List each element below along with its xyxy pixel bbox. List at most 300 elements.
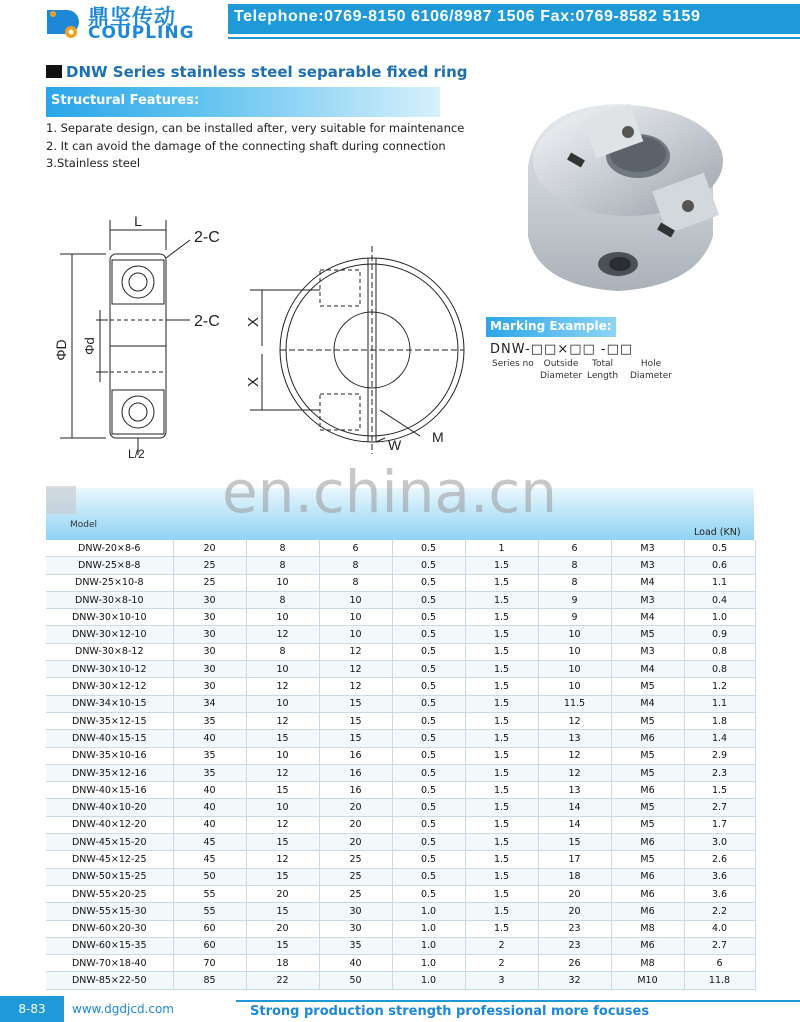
table-cell: 0.5 [392,764,465,781]
table-cell: 10 [246,799,319,816]
table-cell: 1.5 [465,730,538,747]
table-cell: 1.5 [465,799,538,816]
table-cell: 1.5 [465,591,538,608]
table-cell: 30 [319,903,392,920]
footer-slogan: Strong production strength professional more focuses [250,1004,650,1019]
table-cell: 30 [173,626,246,643]
table-cell: 11.8 [684,972,755,989]
table-cell: 10 [246,609,319,626]
table-cell: 1.0 [392,903,465,920]
table-cell: 34 [173,695,246,712]
table-cell: 17 [538,851,611,868]
table-cell: 30 [173,678,246,695]
table-cell: M5 [611,816,684,833]
page-title [46,63,468,81]
table-cell: 1.5 [465,747,538,764]
table-cell: 0.8 [684,661,755,678]
model-cell: DNW-25×10-8 [46,574,173,591]
model-cell: DNW-40×15-15 [46,730,173,747]
table-cell: 10 [538,626,611,643]
table-cell: 1.0 [392,920,465,937]
table-cell: 0.5 [392,557,465,574]
marking-outside-line2: Diameter [540,371,583,381]
table-cell: 15 [246,868,319,885]
table-cell: 20 [246,885,319,902]
table-cell: 50 [319,972,392,989]
table-cell: 0.4 [684,591,755,608]
table-cell: 4.0 [684,920,755,937]
table-cell: 8 [538,557,611,574]
table-cell: 10 [246,574,319,591]
table-cell: 6 [319,540,392,557]
table-cell: 50 [173,868,246,885]
table-cell: 40 [319,955,392,972]
technical-drawing [40,210,480,460]
table-cell: 0.5 [392,730,465,747]
header-divider [228,37,800,39]
watermark-blur [46,486,76,514]
table-cell: 13 [538,782,611,799]
table-row [46,955,755,972]
table-cell: 2 [465,955,538,972]
dim-half-L: L/2 [128,447,145,460]
table-cell: 0.5 [392,661,465,678]
table-cell: 32 [538,972,611,989]
table-cell: 12 [246,816,319,833]
table-cell: 40 [173,816,246,833]
table-row [46,868,755,885]
model-cell: DNW-35×10-16 [46,747,173,764]
table-cell: 12 [319,643,392,660]
model-cell: DNW-30×10-12 [46,661,173,678]
page-number: 8-83 [0,996,64,1022]
table-cell: 1.5 [465,764,538,781]
model-cell: DNW-34×10-15 [46,695,173,712]
table-cell: 20 [246,920,319,937]
table-cell: 3.6 [684,885,755,902]
table-row [46,643,755,660]
table-cell: 8 [246,557,319,574]
table-cell: 15 [319,730,392,747]
model-cell: DNW-30×12-12 [46,678,173,695]
dim-L: L [134,213,142,229]
logo-english-text: COUPLING [88,23,195,43]
title-square-icon [46,65,62,78]
table-cell: M8 [611,955,684,972]
table-cell: 30 [319,920,392,937]
table-cell: 0.5 [392,747,465,764]
table-cell: 25 [319,851,392,868]
model-cell: DNW-30×10-10 [46,609,173,626]
model-cell: DNW-55×20-25 [46,885,173,902]
table-cell: 1.5 [465,885,538,902]
product-photo [508,86,738,296]
table-cell: 1 [465,540,538,557]
table-cell: 20 [538,885,611,902]
table-cell: 1.2 [684,678,755,695]
table-cell: 0.5 [392,609,465,626]
table-cell: 3.0 [684,834,755,851]
table-cell: 8 [319,574,392,591]
marking-hole-line2: Diameter [630,371,673,381]
marking-hole-diameter [630,358,672,382]
table-cell: 10 [538,643,611,660]
dim-X-upper: X [245,316,262,328]
table-cell: M10 [611,972,684,989]
table-cell: 1.5 [465,868,538,885]
table-cell: 12 [538,747,611,764]
table-cell: 30 [173,591,246,608]
table-cell: 1.1 [684,695,755,712]
table-cell: 1.5 [465,643,538,660]
table-cell: 35 [319,937,392,954]
table-cell: 15 [319,712,392,729]
table-cell: 0.5 [392,643,465,660]
model-cell: DNW-60×15-35 [46,937,173,954]
table-cell: 0.5 [392,540,465,557]
dim-phi-D: ΦD [53,339,69,361]
feature-item: 1. Separate design, can be installed after, very suitable for maintenance [46,121,465,135]
table-cell: 30 [173,609,246,626]
table-cell: 20 [173,540,246,557]
table-cell: 1.5 [684,782,755,799]
table-cell: 16 [319,747,392,764]
table-row [46,574,755,591]
table-cell: 15 [246,937,319,954]
table-cell: 1.0 [392,937,465,954]
table-row [46,851,755,868]
table-cell: 0.5 [392,851,465,868]
table-cell: 85 [173,972,246,989]
table-cell: M5 [611,712,684,729]
page-header [0,0,800,46]
table-cell: 12 [319,678,392,695]
model-cell: DNW-50×15-25 [46,868,173,885]
table-cell: 12 [246,764,319,781]
table-cell: 0.5 [392,885,465,902]
table-row [46,626,755,643]
table-cell: 14 [538,799,611,816]
table-cell: 0.9 [684,626,755,643]
table-cell: 0.5 [392,799,465,816]
marking-code: DNW-□□×□□ -□□ [490,342,634,357]
table-cell: 15 [246,903,319,920]
table-cell: 25 [319,885,392,902]
table-cell: 10 [246,661,319,678]
table-cell: M6 [611,730,684,747]
table-cell: M6 [611,885,684,902]
table-cell: M5 [611,626,684,643]
table-cell: 60 [173,937,246,954]
dim-W: W [388,437,402,453]
table-cell: 1.5 [465,851,538,868]
table-cell: 1.5 [465,626,538,643]
page-footer [0,996,800,1022]
dim-M: M [432,429,444,445]
marking-hole-line1: Hole [640,359,662,369]
table-row [46,661,755,678]
table-cell: 40 [173,799,246,816]
table-cell: M4 [611,609,684,626]
marking-total-line1: Total [592,359,614,369]
table-cell: 12 [246,626,319,643]
table-cell: 23 [538,937,611,954]
feature-item: 2. It can avoid the damage of the connecting shaft during connection [46,138,446,153]
table-cell: 13 [538,730,611,747]
table-cell: 40 [173,782,246,799]
table-row [46,937,755,954]
features-list [46,120,464,173]
table-cell: 8 [246,643,319,660]
logo-chinese-text: 鼎坚传动 [88,5,176,29]
table-cell: 15 [319,695,392,712]
table-cell: 45 [173,834,246,851]
table-cell: 1.5 [465,782,538,799]
table-cell: 45 [173,851,246,868]
table-cell: 10 [538,678,611,695]
table-cell: 12 [246,851,319,868]
table-cell: 0.5 [392,678,465,695]
header-model: Model [70,520,98,530]
table-cell: 16 [319,764,392,781]
table-cell: M5 [611,764,684,781]
table-cell: M4 [611,661,684,678]
table-cell: 2.7 [684,937,755,954]
table-cell: 1.5 [465,712,538,729]
table-cell: 1.5 [465,678,538,695]
table-cell: 55 [173,903,246,920]
table-cell: 1.5 [465,834,538,851]
table-cell: 2 [465,937,538,954]
table-cell: 70 [173,955,246,972]
model-cell: DNW-30×12-10 [46,626,173,643]
table-cell: 2.9 [684,747,755,764]
table-cell: 8 [246,540,319,557]
table-cell: 20 [319,816,392,833]
table-cell: 12 [538,712,611,729]
table-cell: 1.5 [465,609,538,626]
table-cell: 1.1 [684,574,755,591]
table-cell: M6 [611,937,684,954]
table-cell: 8 [319,557,392,574]
table-cell: 23 [538,920,611,937]
model-cell: DNW-85×22-50 [46,972,173,989]
table-cell: 2.3 [684,764,755,781]
table-cell: 9 [538,591,611,608]
marking-heading-bar [486,317,616,337]
table-cell: 0.5 [392,834,465,851]
table-cell: 1.0 [392,955,465,972]
table-cell: 10 [319,626,392,643]
table-cell: 8 [538,574,611,591]
table-cell: 3 [465,972,538,989]
table-cell: 0.5 [392,868,465,885]
table-cell: 0.5 [684,540,755,557]
table-cell: 10 [319,609,392,626]
table-row [46,799,755,816]
table-cell: 18 [538,868,611,885]
table-row [46,972,755,989]
marking-heading: Marking Example: [490,319,612,333]
table-cell: 0.5 [392,626,465,643]
model-cell: DNW-25×8-8 [46,557,173,574]
table-row [46,591,755,608]
table-cell: 8 [246,591,319,608]
table-cell: 1.5 [465,903,538,920]
model-cell: DNW-45×12-25 [46,851,173,868]
features-heading: Structural Features: [51,93,200,108]
table-cell: 20 [538,903,611,920]
table-cell: 60 [173,920,246,937]
model-cell: DNW-40×10-20 [46,799,173,816]
table-cell: 2.7 [684,799,755,816]
page-title-text: DNW Series stainless steel separable fixed ring [66,63,468,81]
table-row [46,816,755,833]
table-cell: M5 [611,678,684,695]
table-cell: 14 [538,816,611,833]
table-cell: 26 [538,955,611,972]
table-cell: 10 [319,591,392,608]
table-cell: 30 [173,643,246,660]
model-cell: DNW-35×12-16 [46,764,173,781]
table-cell: M3 [611,557,684,574]
dim-X-lower: X [245,376,262,388]
table-cell: 16 [319,782,392,799]
table-cell: 1.5 [465,557,538,574]
marking-total-line2: Length [587,371,619,381]
table-cell: 0.5 [392,695,465,712]
table-cell: 1.7 [684,816,755,833]
table-cell: M3 [611,591,684,608]
features-heading-bar [46,87,440,117]
model-cell: DNW-45×15-20 [46,834,173,851]
table-cell: 2.6 [684,851,755,868]
dim-2c-mid: 2-C [194,313,220,330]
table-cell: 0.5 [392,574,465,591]
model-cell: DNW-40×12-20 [46,816,173,833]
table-row [46,903,755,920]
table-row [46,712,755,729]
table-cell: M4 [611,695,684,712]
model-cell: DNW-30×8-12 [46,643,173,660]
table-cell: 1.8 [684,712,755,729]
footer-divider [236,1000,800,1002]
table-row [46,678,755,695]
table-row [46,540,755,557]
table-cell: M3 [611,643,684,660]
table-cell: M6 [611,868,684,885]
table-cell: 15 [538,834,611,851]
table-cell: 25 [173,557,246,574]
marking-series-label: Series no [492,359,534,369]
table-row [46,920,755,937]
table-cell: 12 [319,661,392,678]
website-link[interactable]: www.dgdjcd.com [72,1002,174,1016]
marking-outside-line1: Outside [543,359,579,369]
table-row [46,834,755,851]
model-cell: DNW-35×12-15 [46,712,173,729]
table-cell: 25 [173,574,246,591]
table-cell: 15 [246,782,319,799]
dim-2c-top: 2-C [194,229,220,246]
table-cell: M5 [611,799,684,816]
model-cell: DNW-70×18-40 [46,955,173,972]
table-cell: 25 [319,868,392,885]
table-cell: 0.6 [684,557,755,574]
model-cell: DNW-30×8-10 [46,591,173,608]
table-cell: 12 [246,678,319,695]
table-cell: 1.5 [465,816,538,833]
table-cell: 10 [246,747,319,764]
watermark: en.china.cn [222,458,558,526]
table-cell: M5 [611,747,684,764]
table-row [46,609,755,626]
table-cell: 20 [319,799,392,816]
table-cell: 40 [173,730,246,747]
table-cell: 35 [173,764,246,781]
table-cell: 35 [173,712,246,729]
table-row [46,782,755,799]
table-cell: M8 [611,920,684,937]
table-cell: 2.2 [684,903,755,920]
table-cell: 0.5 [392,712,465,729]
contact-bar [228,4,800,34]
dim-phi-d: Φd [82,337,97,355]
table-cell: 1.4 [684,730,755,747]
table-cell: 1.5 [465,695,538,712]
table-cell: 3.6 [684,868,755,885]
model-cell: DNW-20×8-6 [46,540,173,557]
logo-icon [45,4,81,40]
table-cell: M6 [611,834,684,851]
table-cell: 10 [538,661,611,678]
table-cell: 55 [173,885,246,902]
table-row [46,557,755,574]
table-cell: 1.5 [465,661,538,678]
table-cell: 0.8 [684,643,755,660]
table-cell: 1.0 [684,609,755,626]
table-cell: 15 [246,834,319,851]
table-cell: 12 [538,764,611,781]
spec-table-body [46,540,755,989]
table-cell: 35 [173,747,246,764]
spec-table [46,540,756,990]
table-cell: 6 [538,540,611,557]
table-cell: 12 [246,712,319,729]
table-row [46,885,755,902]
table-cell: 15 [246,730,319,747]
model-cell: DNW-60×20-30 [46,920,173,937]
table-cell: M6 [611,903,684,920]
feature-item: 3.Stainless steel [46,156,141,171]
table-cell: 22 [246,972,319,989]
table-cell: M3 [611,540,684,557]
table-cell: M4 [611,574,684,591]
table-cell: M6 [611,782,684,799]
table-cell: 1.5 [465,920,538,937]
marking-total-length [587,358,618,382]
table-cell: 10 [246,695,319,712]
table-cell: M5 [611,851,684,868]
table-row [46,747,755,764]
table-row [46,764,755,781]
header-load: Load (KN) [694,527,741,538]
table-cell: 0.5 [392,782,465,799]
table-row [46,695,755,712]
table-cell: 1.0 [392,972,465,989]
contact-info: Telephone:0769-8150 6106/8987 1506 Fax:0769-8582 5159 [234,8,701,25]
table-cell: 6 [684,955,755,972]
